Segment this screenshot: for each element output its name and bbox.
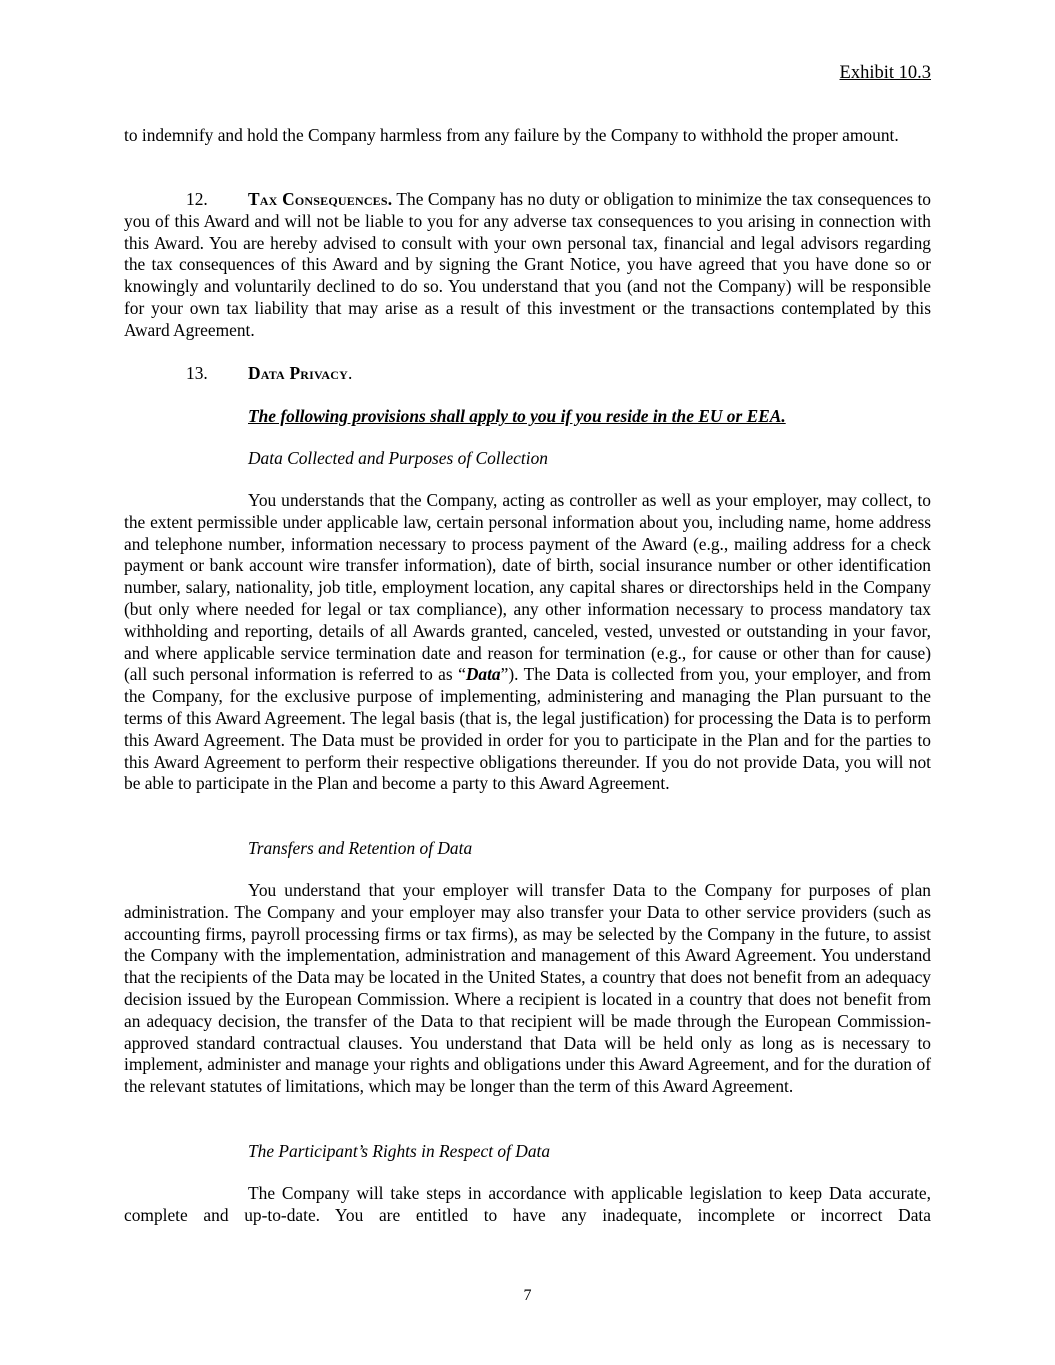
section-13-number: 13. [186,363,208,383]
transfers-paragraph: You understand that your employer will transfer Data to the Company for purposes of plan administration. The Company and your employer may also transfer your Data to other service providers (such as accounting firms, payroll processing firms or tax firms), as may be selected by the Company in the future, to assist the Company with the implementation, administration and management of this Award Agreement. You understand that the recipients of the Data may be located in the United States, a country that does not benefit from an adequacy decision issued by the European Commission. Where a recipient is located in a country that does not benefit from an adequacy decision, the transfer of the Data to that recipient will be made through the European Commission-approved standard contractual clauses. You understand that Data will be held only as long as is necessary to implement, administer and manage your rights and obligations under this Award Agreement, and for the duration of the relevant statutes of limitations, which may be longer than the term of this Award Agreement. [124,880,931,1097]
section-13-heading: Data Privacy [248,363,348,383]
section-13-heading-line [124,363,931,385]
document-page [124,0,931,1365]
subsection-title-transfers: Transfers and Retention of Data [248,838,473,858]
subsection-title-data-collected: Data Collected and Purposes of Collection [248,448,548,468]
participant-rights-paragraph: The Company will take steps in accordance with applicable legislation to keep Data accurate, complete and up-to-date. You are entitled to have any inadequate, incomplete or incorrect Data [124,1183,931,1225]
section-12-heading: Tax Consequences. [248,189,393,209]
intro-paragraph: to indemnify and hold the Company harmless from any failure by the Company to withhold the proper amount. [124,125,899,145]
data-collection-paragraph [124,490,931,795]
subsection-title-participant-rights: The Participant’s Rights in Respect of Data [248,1141,551,1161]
section-12-body: The Company has no duty or obligation to minimize the tax consequences to you of this Award and will not be liable to you for any adverse tax consequences to you arising in connection with this Award. You are hereby advised to consult with your own personal tax, financial and legal advisors regarding the tax consequences of this Award and by signing the Grant Notice, you have agreed that you have done so or knowingly and voluntarily declined to do so. You understand that you (and not the Company) will be responsible for your own tax liability that may arise as a result of this investment or the transactions contemplated by this Award Agreement. [124,189,932,340]
data-collection-text-a: You understands that the Company, acting as controller as well as your employer, may collect, to the extent permissible under applicable law, certain personal information about you, including name, home address and telephone number, information necessary to process payment of the Award (e.g., mailing address for a check payment or bank account wire transfer information), date of birth, social insurance number or other identification number, salary, nationality, job title, employment location, any capital shares or directorships held in the Company (but only where needed for legal or tax compliance), any other information necessary to process mandatory tax withholding and reporting, details of all Awards granted, canceled, vested, unvested or outstanding in your favor, and where applicable service termination date and reason for termination (e.g., for cause or other than for cause) (all such personal information is referred to as “ [124,490,931,685]
section-12-paragraph [124,189,931,342]
data-defined-term: Data [465,664,501,685]
section-12-number: 12. [186,189,208,209]
page-number: 7 [523,1287,532,1304]
data-collection-text-b: ”). The Data is collected from you, your employer, and from the Company, for the exclusive purpose of implementing, administering and managing the Plan pursuant to the terms of this Award Agreement. The legal basis (that is, the legal justification) for processing the Data is to perform this Award Agreement. The Data must be provided in order for you to participate in the Plan and for the parties to this Award Agreement to perform their respective obligations thereunder. If you do not provide Data, you will not be able to participate in the Plan and become a party to this Award Agreement. [124,664,931,794]
eu-eea-notice: The following provisions shall apply to you if you reside in the EU or EEA. [248,406,786,426]
exhibit-label: Exhibit 10.3 [839,63,931,83]
section-13-heading-period: . [347,363,353,383]
